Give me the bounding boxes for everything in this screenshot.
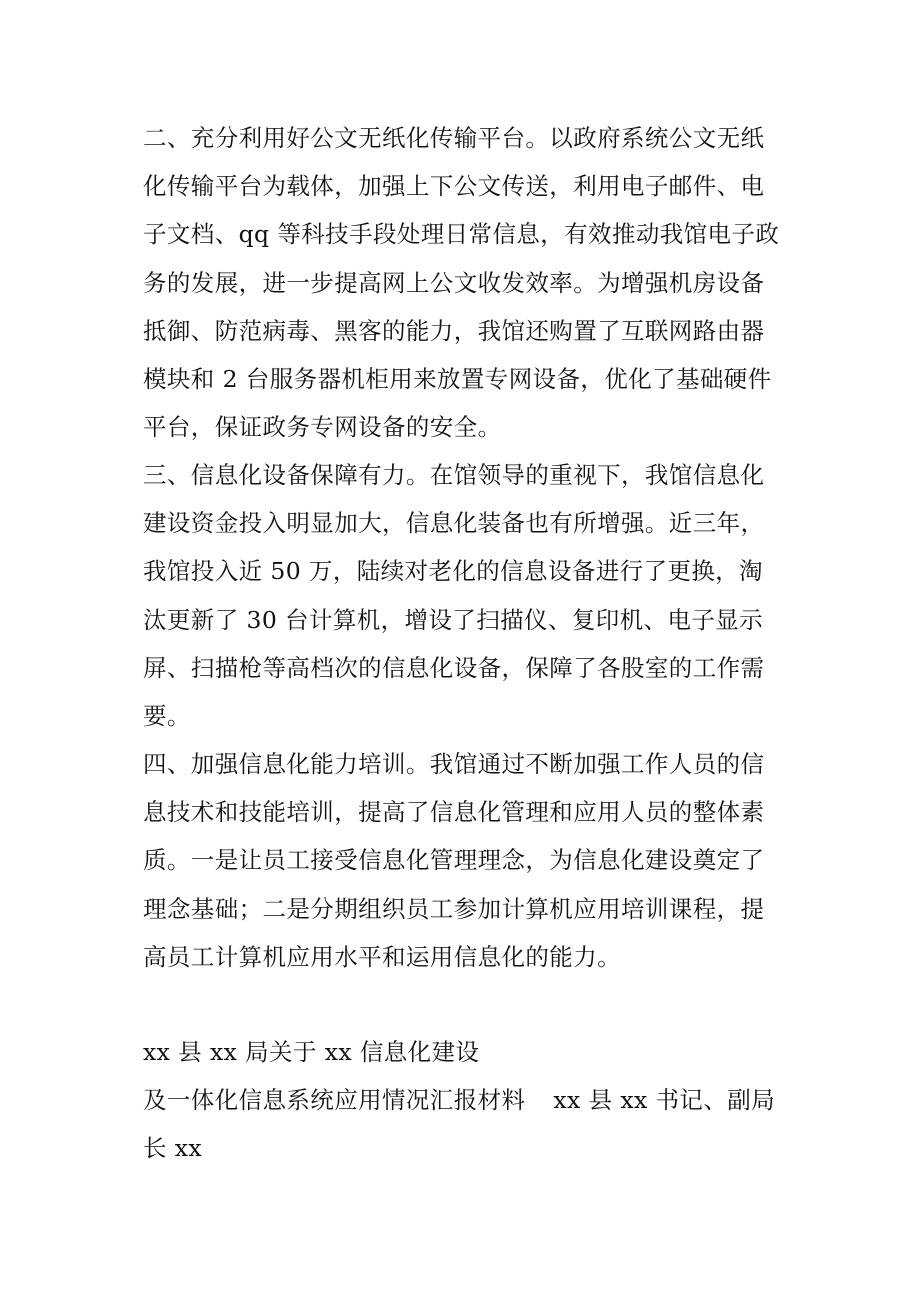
paragraph-training: 四、加强信息化能力培训。我馆通过不断加强工作人员的信息技术和技能培训，提高了信息化管理和应用人员的整体素质。一是让员工接受信息化管理理念，为信息化建设奠定了理念基础；二是分期组织员工参加计算机应用培训课程，提高员工计算机应用水平和运用信息化的能力。: [143, 750, 765, 971]
report-title-author-block: [143, 1076, 803, 1172]
paragraph-equipment-support: 三、信息化设备保障有力。在馆领导的重视下，我馆信息化建设资金投入明显加大，信息化装备也有所增强。近三年，我馆投入近 50 万，陆续对老化的信息设备进行了更换，淘汰更新了 30 台计算机，增设了扫描仪、复印机、电子显示屏、扫描枪等高档次的信息化设备，保障了各股室的工作需要。: [143, 461, 765, 731]
report-title-text: xx 县 xx 局关于 xx 信息化建设: [143, 1038, 480, 1066]
author-line-part2: 长 xx: [143, 1134, 203, 1163]
report-title-line2: [143, 1076, 803, 1124]
paragraph-paperless-platform: 二、充分利用好公文无纸化传输平台。以政府系统公文无纸化传输平台为载体，加强上下公文传送，利用电子邮件、电子文档、qq 等科技手段处理日常信息，有效推动我馆电子政务的发展，进一步提高网上公文收发效率。为增强机房设备抵御、防范病毒、黑客的能力，我馆还购置了互联网路由器模块和 2 台服务器机柜用来放置专网设备，优化了基础硬件平台，保证政务专网设备的安全。: [143, 124, 780, 442]
report-title-line2-text: 及一体化信息系统应用情况汇报材料: [143, 1086, 526, 1114]
author-line-part1: xx 县 xx 书记、副局: [553, 1086, 776, 1114]
report-title-line1: [143, 1028, 803, 1076]
